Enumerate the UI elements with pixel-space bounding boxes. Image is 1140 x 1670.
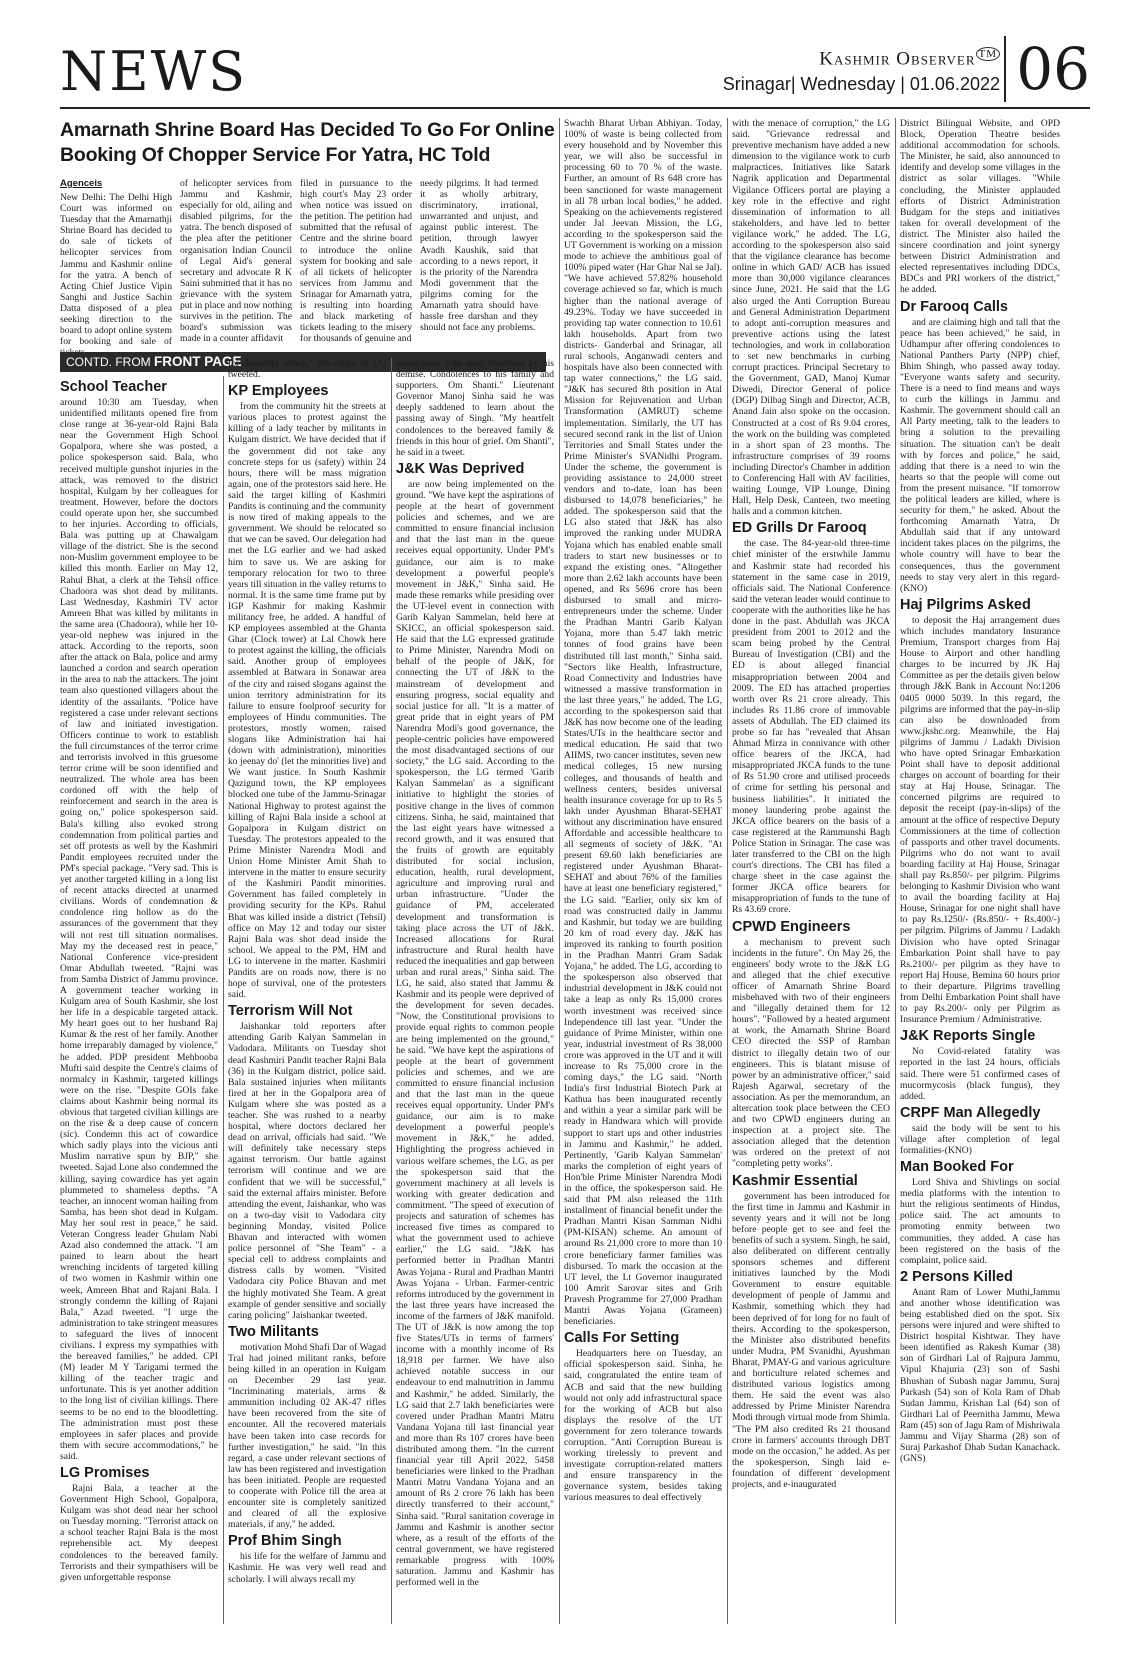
brand-block <box>723 48 1000 95</box>
story-text-kashmir-essential: government has been introduced for the first time in Jammu and Kashmir in seventy years and it will not be long before people get to see and feel the benefits of such a system. Singh, he said, also deliberated on different centrally sponsors schemes and different initiatives launched by the Modi Government to ensure equitable development of people of Jammu and Kashmir, something which they had been deprived of for long for no fault of theirs. According to the spokesperson, the Minister also distributed benefits under Mudra, PM Svanidhi, Ayushman Bharat, PMAY-G and various agriculture and horticulture related schemes and distributed various logistics among them. He said the event was also addressed by Prime Minister Narendra Modi through virtual mode from Shimla. "The PM also credited Rs 21 thousand crore in farmers' accounts through DBT mode on the occasion," he added. As per the spokesperson, Singh laid e-foundation of different development projects, and e-inaugurated <box>732 1190 890 1490</box>
story-text-kashmir-contd: District Bilingual Website, and OPD Block, Operation Theatre besides additional accommodation for schools. The Minister, he said, also announced to identify and develop some villages in the district as solar villages. "While concluding, the Minister applauded efforts of District Administration Budgam for the steps and initiatives taken for overall development of the district. The Minister also hailed the sincere coordination and joint synergy between District Administration and elected representatives including DDCs, BDCs and PRI workers of the district," he added. <box>900 118 1060 296</box>
masthead <box>60 35 1090 104</box>
brand-text: Kashmir Observer <box>819 48 976 70</box>
story-heading-kashmir-essential: Kashmir Essential <box>732 1172 858 1189</box>
story-text-haj-pilgrims: to deposit the Haj arrangement dues which includes mandatory Insurance Premium, Transport charges from Haj House to Airport and other handling charges to be incurred by JK Haj Committee as per the details given below through J&K Bank in Account No:1206 0405 0000 5039. In this regard, the pilgrims are informed that the pay-in-slip can also be downloaded from www.jkshc.org. Meanwhile, the Haj pilgrims of Jammu / Ladakh Division who have opted Srinagar Embarkation Point shall have to deposit additional charges on account of boarding for their stay at Haj House, Srinagar. The concerned pilgrims are required to deposit the receipt (pay-in-slips) of the amount at the office of respective Deputy Commissioners at the time of collection of passports and other travel documents. Pilgrims who do not want to avail boarding facility at Haj House, Srinagar shall pay Rs.850/- per pilgrim. Pilgrims belonging to Kashmir Division who want to avail the boarding facility at Haj House, Srinagar for one night shall have to pay Rs.1250/- (Rs.850/- + Rs.400/-) per pilgrim. Pilgrims of Jammu / Ladakh Division who have opted Srinagar Embarkation Point shall have to pay Rs.2100/- per pilgrim as they have to report Haj House, Bemina 60 hours prior to their departure. Pilgrims travelling from Delhi Embarkation Point shall have to pay Rs.200/- only per Pilgrim as Insurance Premium / Administrative. <box>900 614 1060 1026</box>
story-heading-cpwd: CPWD Engineers <box>732 918 851 935</box>
story-text-jk-contd: Swachh Bharat Urban Abhiyan. Today, 100% of waste is being collected from every household and by November this year, we will also be successful in processing 60 to 70 % of the waste. Further, an amount of Rs 648 crore has been sanctioned for waste management in all 78 urban local bodies," he added. Speaking on the achievements registered under Jal Jeevan Mission, the LG, according to the spokesperson said the UT Government is working on a mission mode to achieve the ambitious goal of 100% piped water (Har Ghar Nal se Jal). "We have achieved 57.82% household coverage achieved so far, which is much higher than the national average of 49.23%. Today we have succeeded in providing tap water connection to 10.61 lakh households. Apart from two districts- Ganderbal and Srinagar, all rural schools, Anganwadi centers and hospitals have also been connected with tap water connections," the LG said. "J&K has secured 8th position in Atal Mission for Rejuvenation and Urban Transformation (AMRUT) scheme implementation. Similarly, the UT has secured second rank in the list of Union Territories and Small States under the Prime Minister's SVANidhi Program. Under the scheme, the government is providing assistance to 24,000 street vendors and to-date, loan has been disbursed to 14,078 beneficiaries," he added. The spokesperson said that the LG also stated that J&K has also improved the ranking under MUDRA Yojana which has enabled enable small traders to start new businesses or to expand the existing ones. "Altogether more than 2.62 lakh accounts have been opened, and Rs 5696 crore has been disbursed to small and micro-entrepreneurs under the scheme. Under the Pradhan Mantri Garib Kalyan Yojana, more than 5.47 lakh metric tonnes of food grains have been distributed till last month," Sinha said. "Sectors like Health, Infrastructure, Road Connectivity and Industries have witnessed a massive transformation in the last three years," he added. The LG, according to the spokesperson said that J&K has now become one of the leading States/UTs in the healthcare sector and medical education. He said that two AIIMS, two cancer institutes, seven new medical colleges, 15 new nursing colleges, and thousands of health and wellness centers, besides universal health insurance coverage for up to Rs 5 lakh under Ayushman Bharat-SEHAT without any discrimination have ensured Affordable and accessible healthcare to all segments of society of J&K. "At present 69.60 lakh beneficiaries are registered under Ayushman Bharat-SEHAT and about 76% of the families have at least one beneficiary registered," the LG said. "Earlier, only six km of road was constructed daily in Jammu and Kashmir, but today we are building 20 km of road every day. J&K has improved its ranking to fourth position in the Pradhan Mantri Gram Sadak Yojana," he added. The LG, according to the spokesperson also observed that industrial development in J&K could not take a leap as only Rs 15,000 crores worth investment was received since Independence till last year. "Under the guidance of Prime Minister, within one year, industrial investment of Rs 38,000 crore was approved in the UT and it will increase to Rs 75,000 crore in the coming days," the LG said. "North India's first Industrial Biotech Park at Kathua has been inaugurated recently and within a year a similar park will be ready in Handwara which will provide support to start ups and other industries in Jammu and Kashmir," he added. Pertinently, 'Garib Kalyan Sammelan' marks the completion of eight years of Hon'ble Prime Minister Narendra Modi in the office, the spokesperson said. He said that PM also released the 11th installment of financial benefit under the Pradhan Mantri Kisan Samman Nidhi (PM-KISAN) scheme. An amount of around Rs 21,000 crore to more than 10 crore beneficiary farmer families was disbursed. To mark the occasion at the UT level, the Lt Governor inaugurated 100 Amrit Sarovar sites and Grih Pravesh Programme for 27,000 Pradhan Mantri Awas Yojana (Grameen) beneficiaries. <box>564 118 722 1328</box>
story-heading-lg-promises: LG Promises <box>60 1465 150 1481</box>
story-text-school-teacher: around 10:30 am Tuesday, when unidentified militants opened fire from close range at 36-year-old Rajni Bala near the Government High School Gopalpora, where she was posted, a police spokesperson said. Bala, who received multiple gunshot injuries in the attack, was removed to the district hospital, Kulgam by her colleagues for treatment. However, before the doctors could operate upon her, she succumbed to her injuries. According to officials, Bala was putting up at Chawalgam village of the district. She is the second non-Muslim government employee to be killed this month. Earlier on May 12, Rahul Bhat, a clerk at the Tehsil office Chadoora was shot dead by militants. Last Wednesday, Kashmiri TV actor Amreen Bhat was killed by militants in the same area (Chadoora), while her 10-year-old nephew was injured in the attack. According to the reports, soon after the attack on Bala, police and army launched a cordon and search operation in the area to nab the attackers. The joint team also questioned villagers about the identity of the assailants. "Police have registered a case under relevant sections of law and initiated investigation. Officers continue to work to establish the full circumstances of the terror crime and terrorists involved in this gruesome terror crime will be soon identified and neutralized. The whole area has been cordoned off with the help of reinforcement and search in the area is going on," police spokesperson said. Bala's killing also evoked strong condemnation from political parties and set off protests as well by the Kashmiri Pandit employees recruited under the PM's special package. "Very sad. This is yet another targeted killing in a long list of recent attacks directed at unarmed civilians. Words of condemnation & condolence ring hollow as do the assurances of the government that they will not rest till situation normalises. May my the deceased rest in peace," National Conference vice-president Omar Abdullah tweeted. "Rajni was from Samba District of Jammu province. A government teacher working in Kulgam area of South Kashmir, she lost her life in a despicable targeted attack. My heart goes out to her husband Raj Kumar & the rest of her family. Another home irreparably damaged by violence," he added. PDP president Mehbooba Mufti said despite the Centre's claims of normalcy in Kashmir, targeted killings were on the rise. "Despite GOIs fake claims about Kashmir being normal its obvious that targeted civilian killings are on the rise & a deep cause of concern (sic). Condemn this act of cowardice which sadly plays into the vicious anti Muslim narrative spun by BJP," she tweeted. Sajad Lone also condemned the killing, saying cowardice has yet again plummeted to shameless depths. "A teacher, an innocent woman hailing from Samba, has been shot dead in Kulgam. May her soul rest in peace," he said. Veteran Congress leader Ghulam Nabi Azad also condemned the attack. "I am pained to learn about the heart wrenching incidents of targeted killing of two women in Kashmir within one week, Amreen Bhat and Rajani Bala. I strongly condemn the killing of Rajani Bala," Azad tweeted. "I urge the administration to take stringent measures to safeguard the lives of innocent civilians. I express my sympathies with the bereaved families," he added. CPI (M) leader M Y Tarigami termed the killing of the teacher tragic and unfortunate. This is yet another addition to the long list of civilian killings. There seems to be no end to the bloodletting. The administration must post these employees in safer places and provide them with secure accommodations," he said. <box>60 397 218 1462</box>
lead-text-3: filed in pursuance to the high court's May 23 order when notice was issued on the petition. The petition had submitted that the refusal of Centre and the shrine board to introduce the online system for booking and sale of all tickets of helicopter services from Jammu and Srinagar for Amarnath yatra, is resulting into hoarding and black marketing of tickets leading to the misery for thousands of genuine and <box>300 178 412 345</box>
story-text-terrorism: Jaishankar told reporters after attending Garib Kalyan Sammelan in Vadodara. Militants on Tuesday shot dead Kashmiri Pandit teacher Rajni Bala (36) in the Kulgam district, police said. Bala sustained injuries when militants fired at her in the Gopalpora area of Kulgam where she was posted as a teacher. She was rushed to a nearby hospital, where doctors declared her dead on arrival, officials had said. "We will definitely take necessary steps against terrorism. Our battle against terrorism will continue and we are confident that we will be successful," said the external affairs minister. Before attending the event, Jaishankar, who was on a two-day visit to Vadodara city beginning Monday, visited Police Bhavan and interacted with women police personnel of "She Team" - a special cell to address complaints and distress calls by women. "Visited Vadodara city Police Bhavan and met the highly motivated She Team. A great example of gender sensitive and socially caring policing" Jaishankar tweeted. <box>228 1021 386 1321</box>
lead-text-4: needy pilgrims. It had termed it as wholly arbitrary, discriminatory, irrational, unwarranted and unjust, and against public interest. The petition, through lawyer Avadh Kaushik, said that according to a news report, it is the priority of the Narendra Modi government that the pilgrims coming for the Amarnath yatra should have hassle free darshan and they should not face any problems. <box>420 178 538 334</box>
lead-text-1: New Delhi: The Delhi High Court was informed on Tuesday that the Amarnathji Shrine Board has decided to do sale of tickets of helicopter services from Jammu and Kashmir online for the yatra. A bench of Acting Chief Justice Vipin Sanghi and Justice Sachin Datta disposed of a plea seeking direction to the board to adopt online system for booking and sale of <box>60 192 172 348</box>
column-2 <box>228 358 386 1624</box>
story-heading-farooq-calls: Dr Farooq Calls <box>900 298 1008 315</box>
story-heading-kp-employees: KP Employees <box>228 383 329 400</box>
trademark-icon: TM <box>976 47 1001 61</box>
continued-prefix: CONTD. FROM <box>66 355 154 369</box>
column-divider <box>559 118 560 1624</box>
story-heading-bhim-singh: Prof Bhim Singh <box>228 1533 342 1550</box>
column-divider <box>727 118 728 1624</box>
column-6 <box>900 118 1060 1624</box>
story-heading-calls-for-setting: Calls For Setting <box>564 1330 680 1347</box>
column-divider <box>391 358 392 1624</box>
lead-column-1 <box>60 192 172 347</box>
column-divider <box>223 376 224 1624</box>
lead-column-3 <box>300 178 412 347</box>
story-text-kp-employees: from the community hit the streets at various places to protest against the killing of a lady teacher by militants in Kulgam district. We have decided that if the government did not take any concrete steps for us (safety) within 24 hours, there will be mass migration again, one of the protestors said here. He said the target killing of Kashmiri Pandits is continuing and the community is now tired of making appeals to the government. We should be relocated so that we can be saved. Our delegation had met the LG earlier and we had asked him to save us. We are asking for temporary relocation for two to three years till situation in the valley returns to normal. It is the same time frame put by IGP Kashmir for making Kashmir militancy free, he added. A handful of KP employees assembled at the Ghanta Ghar (Clock tower) at Lal Chowk here to protest against the killing, the officials said. Another group of employees assembled at Batwara in Sonawar area of the city and raised slogans against the union territory administration for its failure to ensure foolproof security for employees of Hindu communities. The protestors, mostly women, raised slogans like Administration hai hai (down with administration), minorities ko jeenay do' (let the minorities live) and We want justice. In South Kashmir Qazigund town, the KP employees blocked one tube of the Jammu-Srinagar National Highway to protest against the killing of Rajni Bala inside a school at Gopalpora in Kulgam district on Tuesday. The protestors appealed to the Prime Minister Narendra Modi and Union Home Minister Amit Shah to intervene in the matter to ensure security of the Kashmiri Pandit minorities. Government has failed completely in providing security for the KPs. Rahul Bhat was killed inside a district (Tehsil) office on May 12 and today our sister Rajni Bala was shot dead inside the school. We appeal to the PM, HM and LG to intervene in the matter. Kashmiri Pandits are on roads now, there is no hope of survival, one of the protesters said. <box>228 401 386 1001</box>
dateline: Srinagar| Wednesday | 01.06.2022 <box>722 74 1000 95</box>
story-text-bhim-contd: interactions with him. Saddened by his demise. Condolences to his family and supporters. Om Shanti." Lieutenant Governor Manoj Sinha said he was deeply saddened to learn about the passing away of Singh. "My heartfelt condolences to the bereaved family & friends in this hour of grief. Om Shanti", he said in a tweet. <box>396 358 554 458</box>
story-heading-haj-pilgrims: Haj Pilgrims Asked <box>900 596 1031 613</box>
continued-bold: FRONT PAGE <box>154 354 242 369</box>
story-heading-two-militants: Two Militants <box>228 1323 319 1340</box>
publication-name <box>723 48 1000 70</box>
story-heading-ed-grills: ED Grills Dr Farooq <box>732 520 867 537</box>
lead-headline: Amarnath Shrine Board Has Decided To Go For Online Booking Of Chopper Service For Yatra, HC Told <box>60 119 555 166</box>
story-heading-man-booked: Man Booked For <box>900 1159 1014 1176</box>
lead-column-4 <box>420 178 538 347</box>
story-text-calls-for-setting: Headquarters here on Tuesday, an official spokesperson said. Sinha, he said, congratulated the entire team of ACB and said that the new building would not only add infrastructural space for the working of ACB but also displays the resolve of the UT government for zero tolerance towards corruption. "Anti Corruption Bureau is working tirelessly to prevent and investigate corruption-related matters and ensure transparency in the governance system, besides taking various measures to deal effectively <box>564 1348 722 1504</box>
lead-column-2 <box>180 178 292 347</box>
story-text-farooq-calls: and are claiming high and tall that the peace has been achieved," he said, in Udhampur after offering condolences to National Panthers Party (NPP) chief, Bhim Shingh, who passed away today. "Everyone wants safety and security. There is a need to find means and ways to curb the killings in Jammu and Kashmir. The government should call an All Party meeting, talk to the leaders to bring a solution to the prevailing situation. The situation can't be dealt with by forces and police," he said, adding that there is a need to win the hearts so that the people will come out from the present nuisance. "If tomorrow the political leaders are killed, where is security for them," he asked. About the forthcoming Amarnath Yatra, Dr Abdullah said that if any untoward incident takes places on the pilgrims, the whole country will have to bear the consequences, thus the government needs to stay very alert in this regard-(KNO) <box>900 316 1060 594</box>
column-5 <box>732 118 890 1624</box>
column-1 <box>60 376 218 1624</box>
story-text-lg-contd: for dastardly attack," the office of LG tweeted. <box>228 358 386 381</box>
story-heading-terrorism: Terrorism Will Not <box>228 1003 353 1020</box>
page-number: 06 <box>1004 36 1090 102</box>
story-text-ed-grills: the case. The 84-year-old three-time chief minister of the erstwhile Jammu and Kashmir state had recorded his statement in the same case in 2019, officials said. The National Conference said the veteran leader would continue to cooperate with the authorities like he has done in the past. Abdullah was JKCA president from 2001 to 2012 and the scam being probed by the Central Bureau of Investigation (CBI) and the ED is about alleged financial misappropriation between 2004 and 2009. The ED has attached properties worth over Rs 21 crore already. This includes Rs 11.86 crore of immovable assets of Abdullah. The ED claimed its probe so far has "revealed that Ahsan Ahmad Mirza in connivance with other office bearers of the JKCA, had misappropriated JKCA funds to the tune of Rs 51.90 crore and utilised proceeds of crime for settling his personal and business liabilities". It initiated the money laundering probe against the JKCA office bearers on the basis of a case registered at the Rammunshi Bagh Police Station in Srinagar. The case was later transferred to the CBI on the high court's directions. The CBI has filed a charge sheet in the case against the former JKCA office bearers for misappropriation of funds to the tune of Rs 43.69 crore. <box>732 538 890 916</box>
column-4 <box>564 118 722 1624</box>
story-heading-school-teacher: School Teacher <box>60 379 167 395</box>
story-text-bhim-singh: his life for the welfare of Jammu and Kashmir. He was very well read and scholarly. I will always recall my <box>228 1551 386 1585</box>
story-text-two-militants: motivation Mohd Shafi Dar of Wagad Tral had joined militant ranks, before being killed in an operation in Kulgam on December 29 last year. "Incriminating materials, arms & ammunition including 02 AK-47 rifles have been recovered from the site of encounter. All the recovered materials have been taken into case records for further investigation," he said. "In this regard, a case under relevant sections of law has been registered and investigation has been initiated. People are requested to cooperate with Police till the area at encounter site is completely sanitized and cleared of all the explosive materials, if any," he added. <box>228 1341 386 1531</box>
story-heading-crpf: CRPF Man Allegedly <box>900 1104 1041 1121</box>
story-text-lg-promises: Rajni Bala, a teacher at the Government High School, Gopalpora, Kulgam was shot dead near her school on Tuesday morning. "Terrorist attack on a school teacher Rajni Bala is the most reprehensible act. My deepest condolences to the bereaved family. Terrorists and their sympathisers will be given unforgettable response <box>60 1483 218 1583</box>
story-text-calls-contd: with the menace of corruption," the LG said. "Grievance redressal and preventive mechanism have added a new dimension to the vigilance work to curb malpractices. Initiatives like Satark Nagrik application and Departmental Vigilance Officers portal are playing a key role in the effective and right dissemination of information to all stakeholders, and have led to better vigilance work," he added. The LG, according to the spokesperson also said that the vigilance clearance has become online in which GAD/ ACB has issued more than 30,000 vigilance clearances since June, 2021. He said that the LG also urged the Anti Corruption Bureau and General Administration Department to adopt anti-corruption measures and preventive actions using the latest technologies, and work in collaboration to set new benchmarks in curbing corrupt practices. Principal Secretary to the Government, GAD, Manoj Kumar Diwedi, Director General of police (DGP) Dilbag Singh and Director, ACB, Anand Jain also spoke on the occasion. Constructed at a cost of Rs 9.04 crores, the work on the building was completed in a short span of 23 months. The infrastructure comprises of 39 rooms including Director's Chamber in addition to Conferencing Hall with AV facilities, waiting Lounge, VIP Lounge, Dining Hall, Help Desk, Canteen, two meeting halls and a common kitchen. <box>732 118 890 518</box>
masthead-rule <box>60 107 1090 109</box>
column-divider <box>895 118 896 1624</box>
section-title: NEWS <box>60 40 248 103</box>
lead-text-2: of helicopter services from Jammu and Kashmir, especially for old, ailing and disabled pilgrims, for the yatra. The bench disposed of the plea after the petitioner organisation Indian Council of Legal Aid's general secretary and advocate R K Saini submitted that it has no grievance with the system put in place and now nothing survives in the petition. The board's submission was made in a counter affidavit <box>180 178 292 345</box>
story-heading-jk-deprived: J&K Was Deprived <box>396 460 525 477</box>
story-text-persons-killed: Anant Ram of Lower Muthi,Jammu and another whose identification was being established died on the spot. Six persons were injured and were shifted to District hospital Kishtwar. They have been identified as Rakesh Kumar (38) son of Girdhari Lal of Rajpura Jammu, Vipul Khajuria (23) son of Sashi Bhushan of Subash nagar Jammu, Suraj Parkash (54) son of Kola Ram of Dhab Sudan Jammu, Krishan Lal (64) son of Girdhari Lal of Peernitha Jammu, Mewa Ram (45) son of Jagu Ram of Mishriwala Jammu and Vijay Sharma (28) son of Suraj Parkashof Dhab Sudan Kanachack. (GNS) <box>900 1286 1060 1465</box>
story-text-jk-deprived: are now being implemented on the ground. "We have kept the aspirations of people at the heart of government policies and schemes, and we are committed to ensure financial inclusion and that the last man in the queue receives equal opportunity. Under PM's guidance, our aim is to make development a powerful people's movement in J&K," Sinha said. He made these remarks while presiding over the UT-level event in connection with Garib Kalyan Sammelan, held here at SKICC, an official spokesperson said. He said that the LG expressed gratitude to Prime Minister, Narendra Modi on behalf of the people of J&K, for connecting the UT of J&K to the mainstream of development and ensuring progress, social equality and social justice for all. "It is a matter of great pride that in eight years of PM Narendra Modi's good governance, the people-centric policies have empowered the most disadvantaged sections of our society," the LG said. According to the spokesperson, the LG termed 'Garib Kalyan Sammelan' as a significant initiative to highlight the stories of positive change in the lives of common citizens. Sinha, he said, maintained that the last eight years have witnessed a record growth, and it was ensured that the fruits of growth are equitably distributed for social inclusion, education, health, rural development, agriculture and improving rural and urban infrastructure. "Under the guidance of PM, accelerated development and transformation is taking place across the UT of J&K. Increased allocations for Rural infrastructure and Rural health have reduced the inequalities and gap between urban and rural areas," Sinha said. The LG, he said, also stated that Jammu & Kashmir and its people were deprived of the development for seven decades. "Now, the Constitutional provisions to provide equal rights to common people are being implemented on the ground," he said. "We have kept the aspirations of people at the heart of government policies and schemes, and we are committed to ensure financial inclusion and that the last man in the queue receives equal opportunity. Under PM's guidance, our aim is to make development a powerful people's movement in J&K," he added. Highlighting the progress achieved in various welfare schemes, the LG, as per the spokesperson said that the government machinery at all levels is working with greater dedication and commitment. "The speed of execution of projects and saturation of schemes has increased five times as compared to what the government used to achieve earlier," the LG said. "J&K has performed better in Pradhan Mantri Awas Yojana - Rural and Pradhan Mantri Awas Yojana - Urban. Farmer-centric reforms introduced by the government in the last three years have increased the income of the farmers of J&K manifold. The UT of J&K is now among the top five States/UTs in terms of farmers' income with a monthly income of Rs 18,918 per farmer. We have also achieved notable success in our endeavour to end malnutrition in Jammu and Kashmir," he added. Similarly, the LG said that 2.7 lakh beneficiaries were covered under Pradhan Mantri Matru Vandana Yojana till last financial year and more than Rs 107 crores have been distributed among them. "In the current financial year till April 2022, 5458 beneficiaries were linked to the Pradhan Mantri Matru Vandana Yojana and an amount of Rs 2 crore 76 lakh has been directly transferred to their account," Sinha said. "Rural sanitation coverage in Jammu and Kashmir is another sector where, as a result of the efforts of the central government, we have registered remarkable progress with 100% saturation. Jammu and Kashmir has performed well in the <box>396 478 554 1589</box>
story-text-man-booked: Lord Shiva and Shivlings on social media platforms with the intention to hurt the religious sentiments of Hindus, police said. The act amounts to promoting enmity between two communities, they added. A case has been registered on the basis of the complaint, police said. <box>900 1177 1060 1266</box>
story-heading-persons-killed: 2 Persons Killed <box>900 1268 1013 1285</box>
story-text-jk-reports: No Covid-related fatality was reported in the last 24 hours, officials said. There were 51 confirmed cases of mucormycosis (black fungus), they added. <box>900 1046 1060 1102</box>
lead-byline: Agenceis <box>60 178 103 189</box>
story-text-cpwd: a mechanism to prevent such incidents in the future". On May 26, the engineers' body wrote to the J&K LG and alleged that the chief executive officer of Amarnath Shrine Board misbehaved with two of their engineers and "illegally detained them for 12 hours". "Followed by a heated argument at work, the Amarnath Shrine Board CEO directed the SSP of Ramban district to illegally detain two of our engineers. This is blatant misuse of power by an administrative officer," said Rajesh Agarwal, secretary of the association. As per the memorandum, an altercation took place between the CEO and two CPWD engineers during an inspection at a project site. The association alleged that the detention was ordered on the pretext of not "completing petty works". <box>732 936 890 1170</box>
story-text-crpf: said the body will be sent to his village after completion of legal formalities-(KNO) <box>900 1122 1060 1156</box>
story-heading-jk-reports: J&K Reports Single <box>900 1028 1036 1045</box>
column-3 <box>396 358 554 1624</box>
